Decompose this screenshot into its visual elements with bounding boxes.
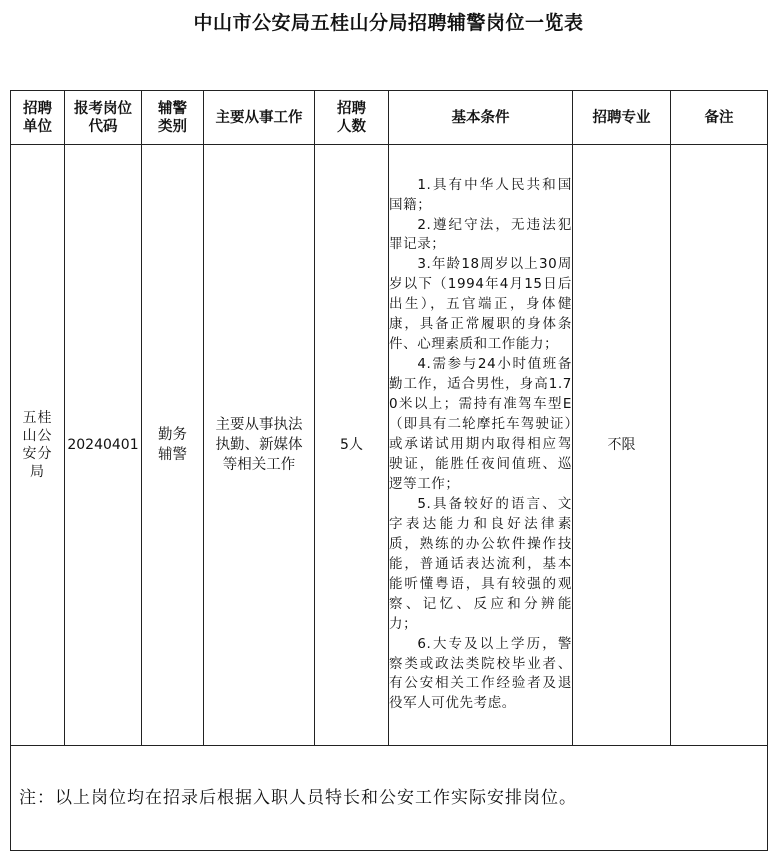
header-type: 辅警类别 [142,91,204,145]
major-cell: 不限 [573,145,671,746]
table-row [11,145,768,746]
code-cell: 20240401 [65,145,142,746]
header-unit: 招聘单位 [11,91,65,145]
requirement-item: 4.需参与24小时值班备勤工作，适合男性，身高1.70米以上；需持有准驾车型E（即具有二轮摩托车驾驶证）或承诺试用期内取得相应驾驶证，能胜任夜间值班、巡逻等工作； [389,356,572,492]
unit-cell: 五桂山公安分局 [11,145,65,746]
header-count: 招聘人数 [315,91,389,145]
recruitment-table [10,90,768,851]
header-major: 招聘专业 [573,91,671,145]
note-cell [671,145,768,746]
header-row [11,91,768,145]
requirement-item: 2.遵纪守法，无违法犯罪记录； [389,216,572,253]
type-cell: 勤务辅警 [142,145,204,746]
header-code: 报考岗位代码 [65,91,142,145]
requirement-item: 1.具有中华人民共和国国籍； [389,176,572,213]
requirement-item: 3.年龄18周岁以上30周岁以下（1994年4月15日后出生），五官端正，身体健康，具备正常履职的身体条件、心理素质和工作能力； [389,256,572,353]
footnote-row [11,746,768,851]
header-duty: 主要从事工作 [204,91,315,145]
header-requirements: 基本条件 [389,91,573,145]
footnote: 注：以上岗位均在招录后根据入职人员特长和公安工作实际安排岗位。 [11,746,768,851]
page-title: 中山市公安局五桂山分局招聘辅警岗位一览表 [193,12,584,34]
requirement-item: 6.大专及以上学历，警察类或政法类院校毕业者、有公安相关工作经验者及退役军人可优先考虑。 [389,635,572,712]
requirement-item: 5.具备较好的语言、文字表达能力和良好法律素质，熟练的办公软件操作技能，普通话表达流利，基本能听懂粤语，具有较强的观察、记忆、反应和分辨能力； [389,495,572,632]
header-note: 备注 [671,91,768,145]
count-cell: 5人 [315,145,389,746]
duty-cell: 主要从事执法执勤、新媒体等相关工作 [204,145,315,746]
requirements-cell [389,145,573,746]
